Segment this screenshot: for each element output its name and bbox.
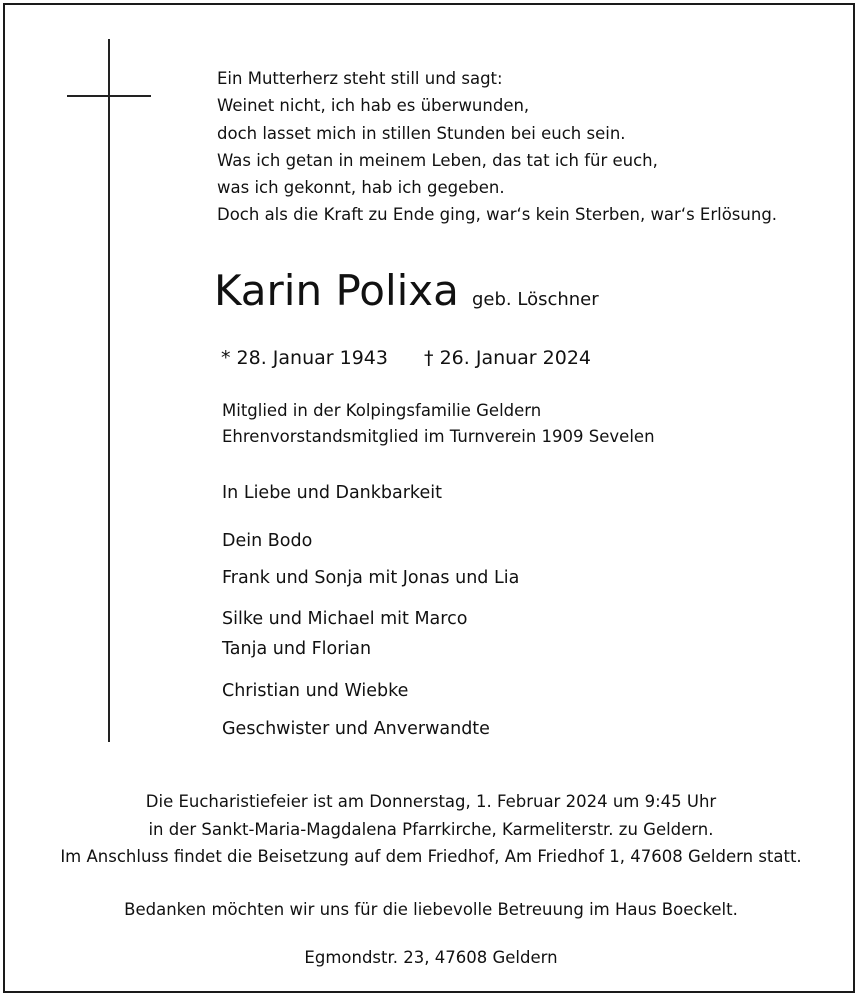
cross-icon-vertical (108, 39, 110, 742)
mourner-name: Silke und Michael mit Marco (222, 609, 468, 629)
membership-line: Mitglied in der Kolpingsfamilie Geldern (222, 401, 542, 420)
mourner-name: Geschwister und Anverwandte (222, 719, 490, 739)
birth-date: * 28. Januar 1943 (221, 347, 388, 369)
deceased-name-row (214, 266, 599, 316)
mourner-name: Christian und Wiebke (222, 681, 409, 701)
service-info (20, 788, 842, 871)
poem-line: was ich gekonnt, hab ich gegeben. (217, 178, 505, 198)
memberships (222, 398, 655, 450)
poem-line: doch lasset mich in stillen Stunden bei euch sein. (217, 123, 626, 143)
life-dates (221, 344, 591, 372)
poem (217, 65, 837, 229)
service-line: Die Eucharistiefeier ist am Donnerstag, 1. Februar 2024 um 9:45 Uhr (145, 792, 717, 811)
cross-icon-horizontal (67, 95, 151, 97)
maiden-name: geb. Löschner (472, 289, 599, 310)
family-address: Egmondstr. 23, 47608 Geldern (304, 948, 558, 967)
service-line: Im Anschluss findet die Beisetzung auf dem Friedhof, Am Friedhof 1, 47608 Geldern statt. (60, 847, 802, 866)
deceased-name: Karin Polixa (214, 266, 459, 315)
membership-line: Ehrenvorstandsmitglied im Turnverein 1909 Sevelen (222, 427, 655, 446)
service-line: in der Sankt-Maria-Magdalena Pfarrkirche, Karmeliterstr. zu Geldern. (148, 819, 714, 839)
mourners-intro: In Liebe und Dankbarkeit (222, 483, 442, 503)
poem-line: Was ich getan in meinem Leben, das tat ich für euch, (217, 150, 658, 170)
death-date: 26. Januar 2024 (439, 347, 592, 369)
mourner-name: Dein Bodo (222, 531, 313, 551)
poem-line: Ein Mutterherz steht still und sagt: (217, 69, 503, 88)
poem-line: Doch als die Kraft zu Ende ging, war‘s kein Sterben, war‘s Erlösung. (217, 205, 778, 225)
thanks-note: Bedanken möchten wir uns für die liebevolle Betreuung im Haus Boeckelt. (124, 900, 738, 919)
mourner-name: Frank und Sonja mit Jonas und Lia (222, 568, 520, 588)
mourner-name: Tanja und Florian (222, 639, 372, 659)
death-cross-icon: † (424, 347, 434, 369)
poem-line: Weinet nicht, ich hab es überwunden, (217, 96, 530, 116)
